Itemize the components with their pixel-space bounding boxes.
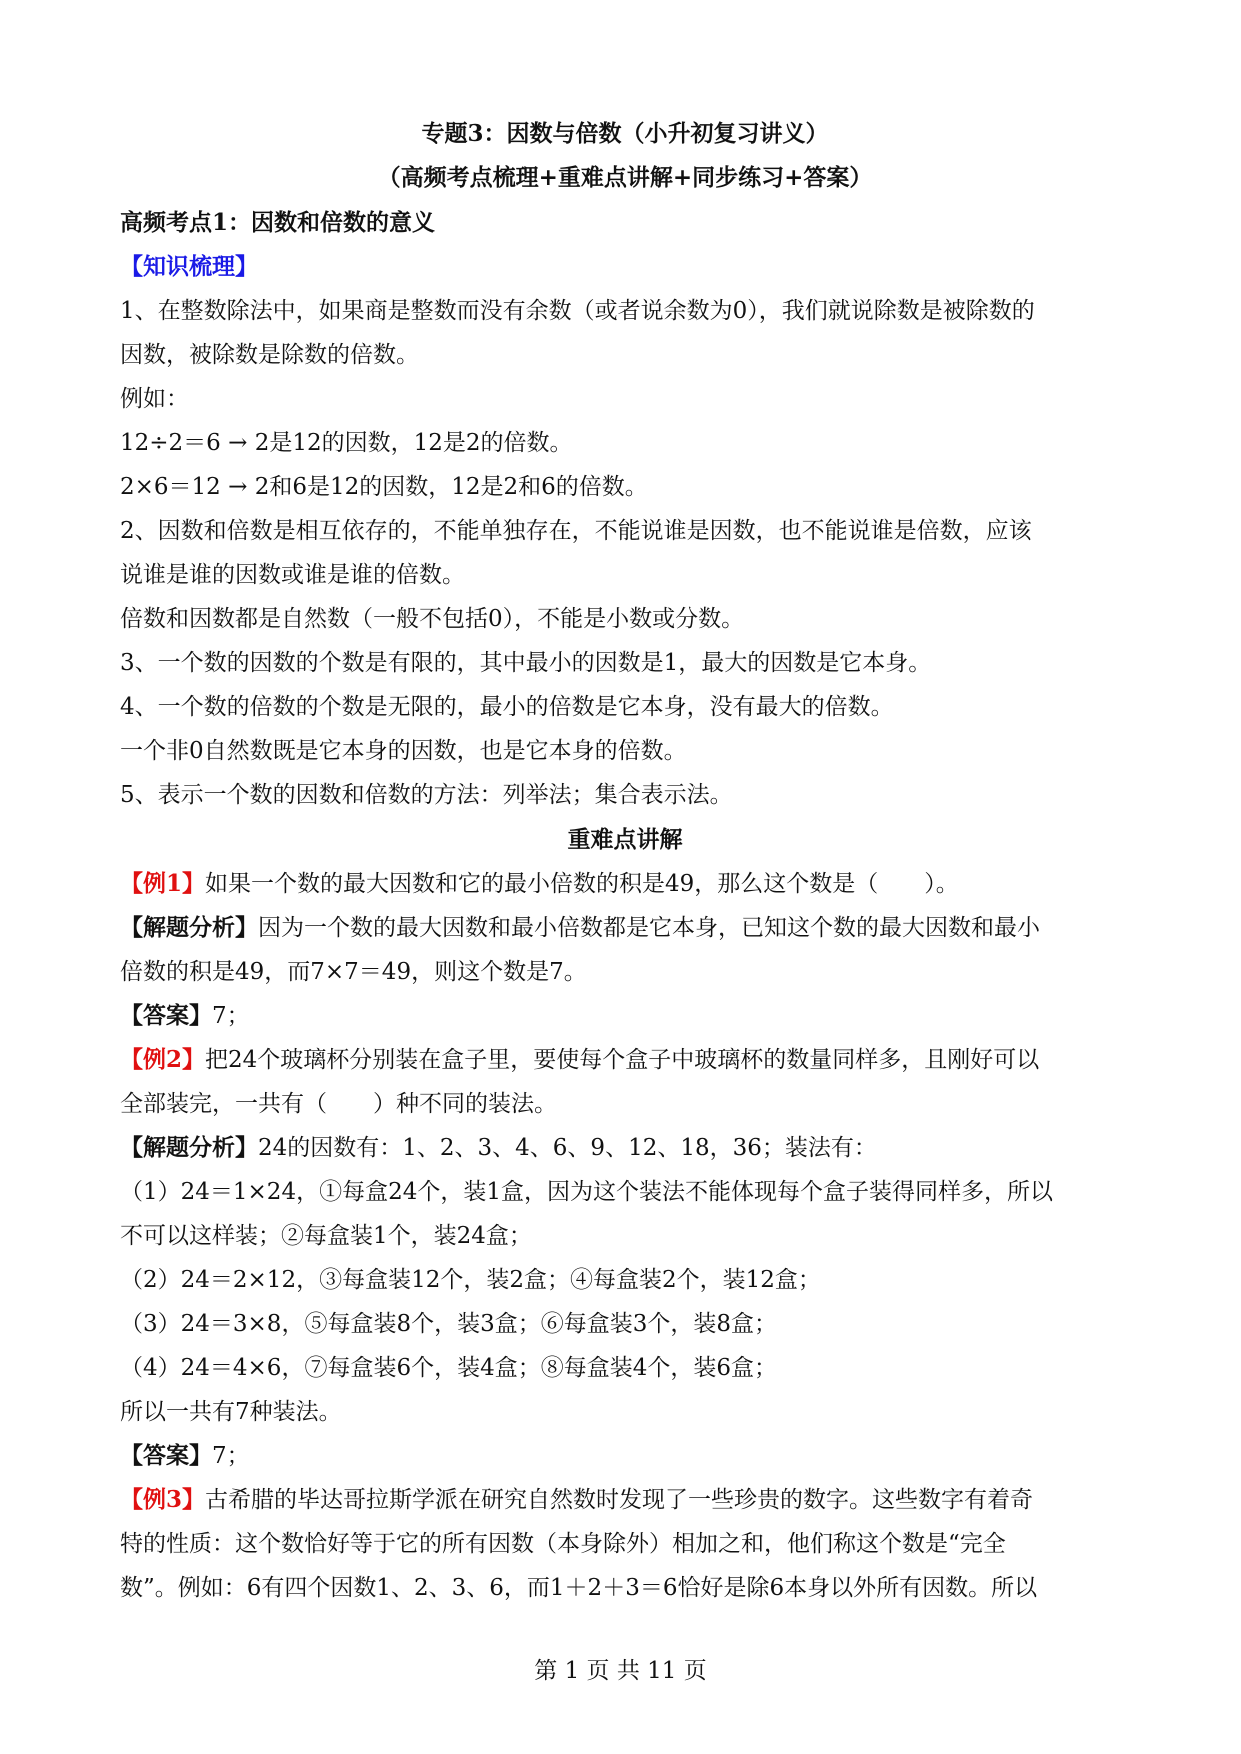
text-line: 1、在整数除法中，如果商是整数而没有余数（或者说余数为0），我们就说除数是被除数的 — [120, 298, 1035, 324]
text-line: 2、因数和倍数是相互依存的，不能单独存在，不能说谁是因数，也不能说谁是倍数，应该 — [120, 518, 1032, 544]
text-line: 5、表示一个数的因数和倍数的方法：列举法；集合表示法。 — [120, 782, 733, 808]
knowledge-tag: 【知识梳理】 — [120, 253, 258, 280]
text-line: 倍数的积是49，而7×7＝49，则这个数是7。 — [120, 959, 587, 985]
section-heading-key-points: 重难点讲解 — [567, 826, 683, 853]
text-line: （4）24＝4×6，⑦每盒装6个，装4盒；⑧每盒装4个，装6盒； — [120, 1355, 777, 1381]
text-line: 12÷2＝6 → 2是12的因数，12是2的倍数。 — [120, 430, 573, 456]
text-line: 4、一个数的倍数的个数是无限的，最小的倍数是它本身，没有最大的倍数。 — [120, 694, 894, 720]
text-line: （1）24＝1×24，①每盒24个，装1盒，因为这个装法不能体现每个盒子装得同样多，所以 — [120, 1179, 1053, 1205]
example-2-answer: 【答案】7； — [120, 1442, 250, 1469]
text-line: 所以一共有7种装法。 — [120, 1399, 342, 1425]
text-line: 不可以这样装；②每盒装1个，装24盒； — [120, 1223, 532, 1249]
section-heading: 高频考点1：因数和倍数的意义 — [120, 209, 436, 236]
text-line: 特的性质：这个数恰好等于它的所有因数（本身除外）相加之和，他们称这个数是“完全 — [120, 1531, 1006, 1557]
example-3-question: 【例3】古希腊的毕达哥拉斯学派在研究自然数时发现了一些珍贵的数字。这些数字有着奇 — [120, 1486, 1034, 1513]
text-line: 倍数和因数都是自然数（一般不包括0），不能是小数或分数。 — [120, 606, 745, 632]
text-line: 一个非0自然数既是它本身的因数，也是它本身的倍数。 — [120, 738, 687, 764]
page-footer: 第 1 页 共 11 页 — [534, 1658, 707, 1684]
text-line: 因数，被除数是除数的倍数。 — [120, 342, 419, 368]
text-line: （2）24＝2×12，③每盒装12个，装2盒；④每盒装2个，装12盒； — [120, 1267, 821, 1293]
doc-title: 专题3：因数与倍数（小升初复习讲义） — [421, 120, 829, 147]
example-1-answer: 【答案】7； — [120, 1002, 250, 1029]
text-line: 说谁是谁的因数或谁是谁的倍数。 — [120, 562, 465, 588]
analysis-tag: 【解题分析】 — [120, 1134, 258, 1161]
text-line: 2×6＝12 → 2和6是12的因数，12是2和6的倍数。 — [120, 474, 648, 500]
example-tag: 【例1】 — [120, 870, 206, 897]
answer-tag: 【答案】 — [120, 1442, 212, 1469]
analysis-tag: 【解题分析】 — [120, 914, 258, 941]
doc-subtitle: （高频考点梳理+重难点讲解+同步练习+答案） — [377, 164, 873, 191]
text-line: 例如： — [120, 386, 189, 412]
text-line: 数”。例如：6有四个因数1、2、3、6，而1＋2＋3＝6恰好是除6本身以外所有因数。所以 — [120, 1575, 1038, 1601]
text-line: （3）24＝3×8，⑤每盒装8个，装3盒；⑥每盒装3个，装8盒； — [120, 1311, 777, 1337]
text-line: 全部装完，一共有（ ）种不同的装法。 — [120, 1091, 557, 1117]
answer-tag: 【答案】 — [120, 1002, 212, 1029]
example-1-question: 【例1】如果一个数的最大因数和它的最小倍数的积是49，那么这个数是（ ）。 — [120, 870, 959, 897]
example-tag: 【例3】 — [120, 1486, 206, 1513]
example-tag: 【例2】 — [120, 1046, 206, 1073]
example-2-question: 【例2】把24个玻璃杯分别装在盒子里，要使每个盒子中玻璃杯的数量同样多，且刚好可以 — [120, 1046, 1040, 1073]
example-1-analysis: 【解题分析】因为一个数的最大因数和最小倍数都是它本身，已知这个数的最大因数和最小 — [120, 914, 1040, 941]
example-2-analysis: 【解题分析】24的因数有：1、2、3、4、6、9、12、18，36；装法有： — [120, 1134, 877, 1161]
text-line: 3、一个数的因数的个数是有限的，其中最小的因数是1，最大的因数是它本身。 — [120, 650, 932, 676]
